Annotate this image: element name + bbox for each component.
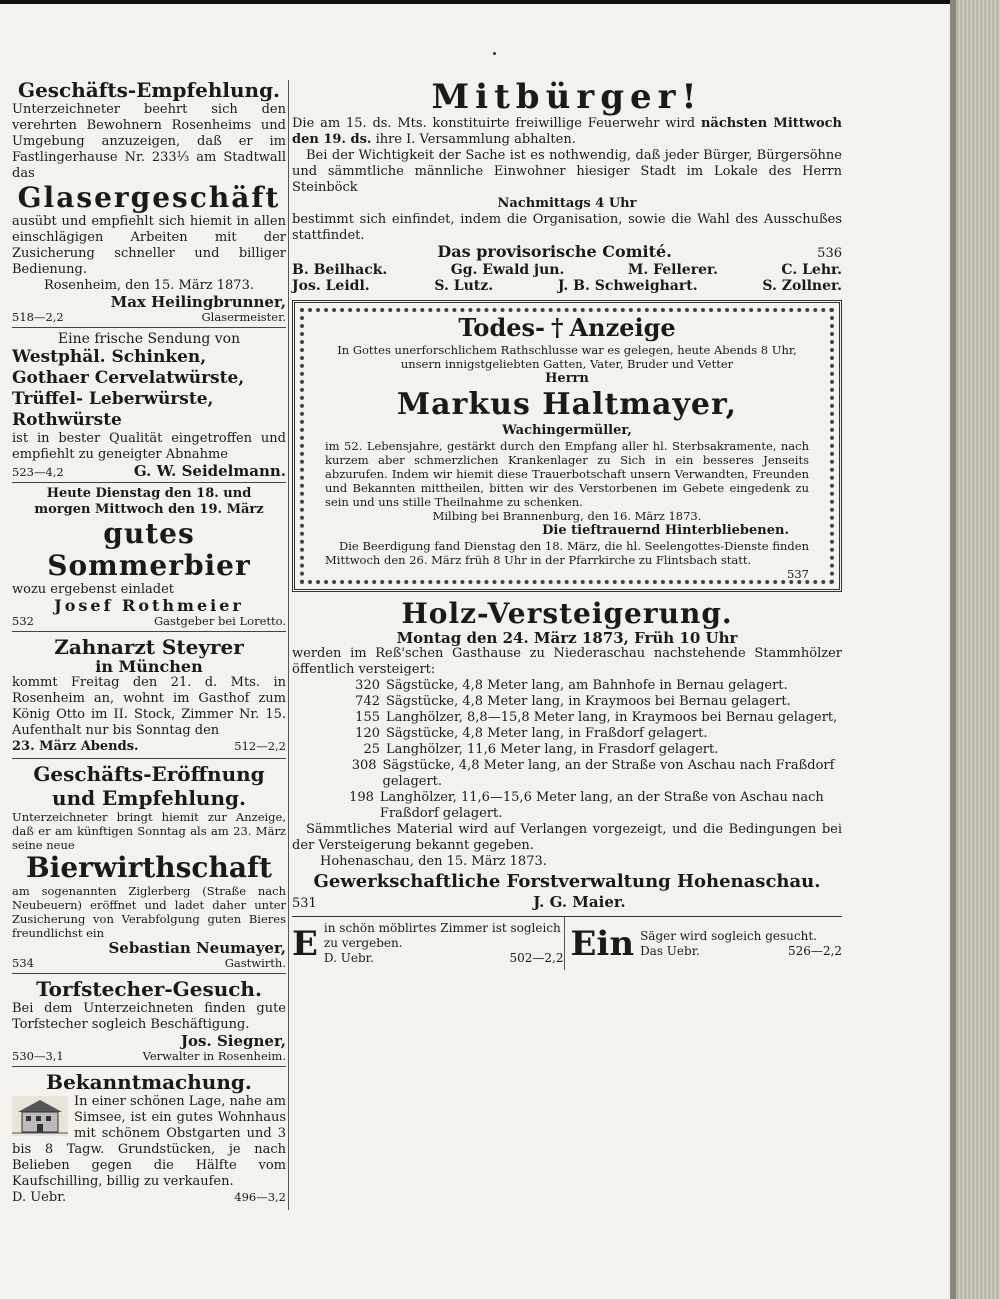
ad-bekanntmachung xyxy=(12,1070,286,1206)
small-ad-ref: 526—2,2 xyxy=(788,943,842,958)
death-funeral: Die Beerdigung fand Dienstag den 18. März, die hl. Seelengottes-Dienste finden Mittwoch den 26. März früh 8 Uhr in der Pfarrkirche zu Flintsbach statt. xyxy=(325,539,809,567)
ad-body: werden im Reß'schen Gasthause zu Niederaschau nachstehende Stammhölzer öffentlich versteigert: xyxy=(292,646,842,677)
ad-sommerbier xyxy=(12,486,286,628)
ad-title: Holz-Versteigerung. xyxy=(401,597,733,630)
lot-count: 155 xyxy=(355,710,380,725)
death-name: Markus Haltmayer, xyxy=(396,387,738,422)
ad-role: Gastgeber bei Loretto. xyxy=(153,614,286,628)
ad-title: Geschäfts-Empfehlung. xyxy=(17,78,281,102)
ad-zahnarzt xyxy=(12,635,286,755)
initial-letter: E xyxy=(292,923,318,964)
ad-ref: 496—3,2 xyxy=(234,1190,286,1204)
death-role: Wachingermüller, xyxy=(502,423,632,438)
divider xyxy=(12,1066,286,1067)
left-column xyxy=(12,78,286,1206)
committee-name: J. B. Schweighart. xyxy=(557,278,698,294)
lot-desc: Sägstücke, 4,8 Meter lang, in Fraßdorf gelagert. xyxy=(386,726,708,741)
ad-date-emph: nächsten Mittwoch den 19. ds. xyxy=(292,116,842,147)
ad-signature: G. W. Seidelmann. xyxy=(133,462,286,480)
ad-mitbuerger xyxy=(292,78,842,294)
column-rule xyxy=(288,80,289,1210)
ad-body: kommt Freitag den 21. d. Mts. in Rosenheim an, wohnt im Gasthof zum König Otto im II. Stock, Zimmer Nr. 15. Aufenthalt nur bis Sonntag den xyxy=(12,675,286,738)
ad-ref: 534 xyxy=(12,956,34,970)
lot-desc: Langhölzer, 11,6—15,6 Meter lang, an der Straße von Aschau nach Fraßdorf gelagert. xyxy=(379,790,824,821)
ad-date: Montag den 24. März 1873, Früh 10 Uhr xyxy=(396,629,738,647)
ad-body: ausübt und empfiehlt sich hiemit in allen einschlägigen Arbeiten mit der Zusicherung schneller und billiger Bedienung. xyxy=(12,214,286,277)
ad-committee: Das provisorische Comité. xyxy=(437,242,672,261)
ad-body: bestimmt sich einfindet, indem die Organisation, sowie die Wahl des Ausschußes stattfindet. xyxy=(292,212,842,243)
ad-ref: 531 xyxy=(292,896,317,911)
small-ad-text: Säger wird sogleich gesucht. xyxy=(640,928,817,943)
ad-title: Torfstecher-Gesuch. xyxy=(36,977,262,1001)
cross-icon: † xyxy=(550,313,564,342)
ad-role: Glasermeister. xyxy=(201,310,286,324)
ad-signature: Max Heilingbrunner, xyxy=(110,293,286,311)
ad-body: Unterzeichneter bringt hiemit zur Anzeige, daß er am künftigen Sonntag als am 23. März seine neue xyxy=(12,810,286,852)
ad-signature: J. G. Maier. xyxy=(533,893,626,911)
ad-office: Gewerkschaftliche Forstverwaltung Hohenaschau. xyxy=(313,871,821,892)
ad-title: Zahnarzt Steyrer xyxy=(54,635,244,659)
ad-title: Bekanntmachung. xyxy=(46,1070,252,1094)
committee-name: Jos. Leidl. xyxy=(292,278,370,294)
ad-body: Die am 15. ds. Mts. konstituirte freiwillige Feuerwehr wird xyxy=(292,116,696,131)
lot-count: 198 xyxy=(349,790,374,805)
committee-name: B. Beilhack. xyxy=(292,262,388,278)
ad-seidelmann xyxy=(12,331,286,479)
ad-body: am sogenannten Ziglerberg (Straße nach Neubeuern) eröffnet und ladet daher unter Zusicherung von Verabfolgung guten Bieres freundlichst ein xyxy=(12,884,286,940)
ad-item: Gothaer Cervelatwürste, xyxy=(12,368,245,388)
ad-ref: 523—4,2 xyxy=(12,465,64,479)
divider xyxy=(12,758,286,759)
bleed-through-text xyxy=(842,78,950,1228)
ad-intro: Eine frische Sendung von xyxy=(57,331,241,347)
ad-item: Trüffel- Leberwürste, xyxy=(12,389,214,409)
right-column xyxy=(292,78,842,970)
ad-line: Heute Dienstag den 18. und xyxy=(46,486,252,501)
ad-holz xyxy=(292,598,842,912)
small-ad-ref: 502—2,2 xyxy=(509,951,564,965)
ad-glaser xyxy=(12,78,286,324)
ad-time: Nachmittags 4 Uhr xyxy=(497,196,637,211)
ad-subtitle: in München xyxy=(95,657,203,676)
lot-count: 25 xyxy=(363,742,380,757)
ad-headline: Glasergeschäft xyxy=(17,181,281,214)
top-border xyxy=(0,0,950,4)
death-title: Todes- xyxy=(458,313,545,342)
death-body: In Gottes unerforschlichem Rathschlusse war es gelegen, heute Abends 8 Uhr, unsern innigstgeliebten Gatten, Vater, Bruder und Vetter xyxy=(337,343,797,371)
ad-ref: 530—3,1 xyxy=(12,1049,64,1063)
ad-bierwirthschaft xyxy=(12,762,286,970)
death-herrn: Herrn xyxy=(545,371,589,386)
small-ad-source: D. Uebr. xyxy=(323,951,374,965)
death-body: im 52. Lebensjahre, gestärkt durch den Empfang aller hl. Sterbsakramente, nach kurzem aber schmerzlichen Krankenlager zu Sich in ein besseres Jenseits abzurufen. Indem wir hiemit diese Trauerbotschaft unsern Verwandten, Freunden und Bekannten mittheilen, bitten wir des Verstorbenen im Gebete eingedenk zu sein und uns stille Theilnahme zu schenken. xyxy=(325,439,809,509)
ad-ref: 532 xyxy=(12,614,34,628)
lot-count: 308 xyxy=(351,758,377,773)
ad-body: In einer schönen Lage, nahe am Simsee, ist ein gutes Wohnhaus mit schönem Obstgarten und 3 bis 8 Tagw. Grundstücken, je nach Belieben gegen die Hälfte vom Kaufschilling, billig zu verkaufen. xyxy=(12,1094,286,1189)
ad-signature: Josef Rothmeier xyxy=(54,596,244,615)
lot-count: 320 xyxy=(355,678,380,693)
committee-name: S. Zollner. xyxy=(762,278,842,294)
lot-desc: Sägstücke, 4,8 Meter lang, an der Straße von Aschau nach Fraßdorf gelagert. xyxy=(382,758,835,789)
lot-desc: Langhölzer, 11,6 Meter lang, in Frasdorf gelagert. xyxy=(386,742,719,757)
initial-word: Ein xyxy=(570,923,635,964)
ad-ref: 512—2,2 xyxy=(234,739,286,753)
ad-ref: 518—2,2 xyxy=(12,310,64,324)
lot-desc: Sägstücke, 4,8 Meter lang, am Bahnhofe in Bernau gelagert. xyxy=(386,678,788,693)
ad-signature: Sebastian Neumayer, xyxy=(108,939,286,957)
ad-line: wozu ergebenst einladet xyxy=(12,582,175,597)
lot-count: 742 xyxy=(355,694,380,709)
small-ad-source: Das Uebr. xyxy=(640,943,700,958)
ad-title: Geschäfts-Eröffnung und Empfehlung. xyxy=(33,762,265,810)
ad-title: Mitbürger! xyxy=(431,77,703,117)
death-place-date: Milbing bei Brannenburg, den 16. März 1873. xyxy=(432,509,702,523)
print-dot xyxy=(493,52,496,55)
ad-signature: Jos. Siegner, xyxy=(180,1032,286,1050)
ad-place-date: Hohenaschau, den 15. März 1873. xyxy=(320,854,547,869)
ad-role: Verwalter in Rosenheim. xyxy=(142,1049,286,1063)
ad-headline: gutes Sommerbier xyxy=(47,517,251,582)
lot-count: 120 xyxy=(355,726,380,741)
divider xyxy=(12,631,286,632)
ad-role: Gastwirth. xyxy=(224,956,286,970)
ad-body: ist in bester Qualität eingetroffen und empfiehlt zu geneigter Abnahme xyxy=(12,431,286,462)
ad-line: morgen Mittwoch den 19. März xyxy=(34,502,264,517)
committee-name: S. Lutz. xyxy=(434,278,494,294)
ad-headline: Bierwirthschaft xyxy=(26,851,272,884)
ad-body: Bei dem Unterzeichneten finden gute Torfstecher sogleich Beschäftigung. xyxy=(12,1001,286,1032)
ad-body: Unterzeichneter beehrt sich den verehrten Bewohnern Rosenheims und Umgebung anzuzeigen, daß er im Fastlingerhause Nr. 233⅓ am Stadtwall das xyxy=(12,102,286,181)
ad-body: ihre I. Versammlung abhalten. xyxy=(375,132,576,147)
death-title: Anzeige xyxy=(569,313,676,342)
ad-item: Rothwürste xyxy=(12,410,122,430)
death-mourners: Die tieftrauernd Hinterbliebenen. xyxy=(542,523,789,538)
ad-last-line: 23. März Abends. xyxy=(12,739,139,754)
divider xyxy=(12,482,286,483)
death-ref: 537 xyxy=(787,567,809,581)
divider xyxy=(12,973,286,974)
divider xyxy=(12,327,286,328)
ad-item: Westphäl. Schinken, xyxy=(12,347,207,367)
book-page-edges xyxy=(950,0,1000,1299)
small-ad-saeger xyxy=(564,917,843,970)
lot-desc: Sägstücke, 4,8 Meter lang, in Kraymoos bei Bernau gelagert. xyxy=(386,694,791,709)
ad-source: D. Uebr. xyxy=(12,1190,67,1205)
ad-body: Bei der Wichtigkeit der Sache ist es nothwendig, daß jeder Bürger, Bürgersöhne und sämmtliche männliche Einwohner hiesiger Stadt im Lokale des Herrn Steinböck xyxy=(292,148,842,195)
small-ads-row xyxy=(292,916,842,970)
house-icon xyxy=(12,1096,68,1136)
small-ad-text: in schön möblirtes Zimmer ist sogleich zu vergeben. xyxy=(323,921,561,950)
ad-body: Sämmtliches Material wird auf Verlangen vorgezeigt, und die Bedingungen bei der Versteigerung bekannt gegeben. xyxy=(292,822,842,853)
committee-name: M. Fellerer. xyxy=(627,262,718,278)
ad-ref: 536 xyxy=(817,246,842,261)
ad-place-date: Rosenheim, den 15. März 1873. xyxy=(44,278,254,293)
committee-name: C. Lehr. xyxy=(781,262,842,278)
lot-desc: Langhölzer, 8,8—15,8 Meter lang, in Kraymoos bei Bernau gelagert, xyxy=(386,710,838,725)
small-ad-zimmer xyxy=(292,917,564,970)
committee-name: Gg. Ewald jun. xyxy=(450,262,565,278)
ad-torfstecher xyxy=(12,977,286,1063)
death-notice-frame xyxy=(292,300,842,592)
